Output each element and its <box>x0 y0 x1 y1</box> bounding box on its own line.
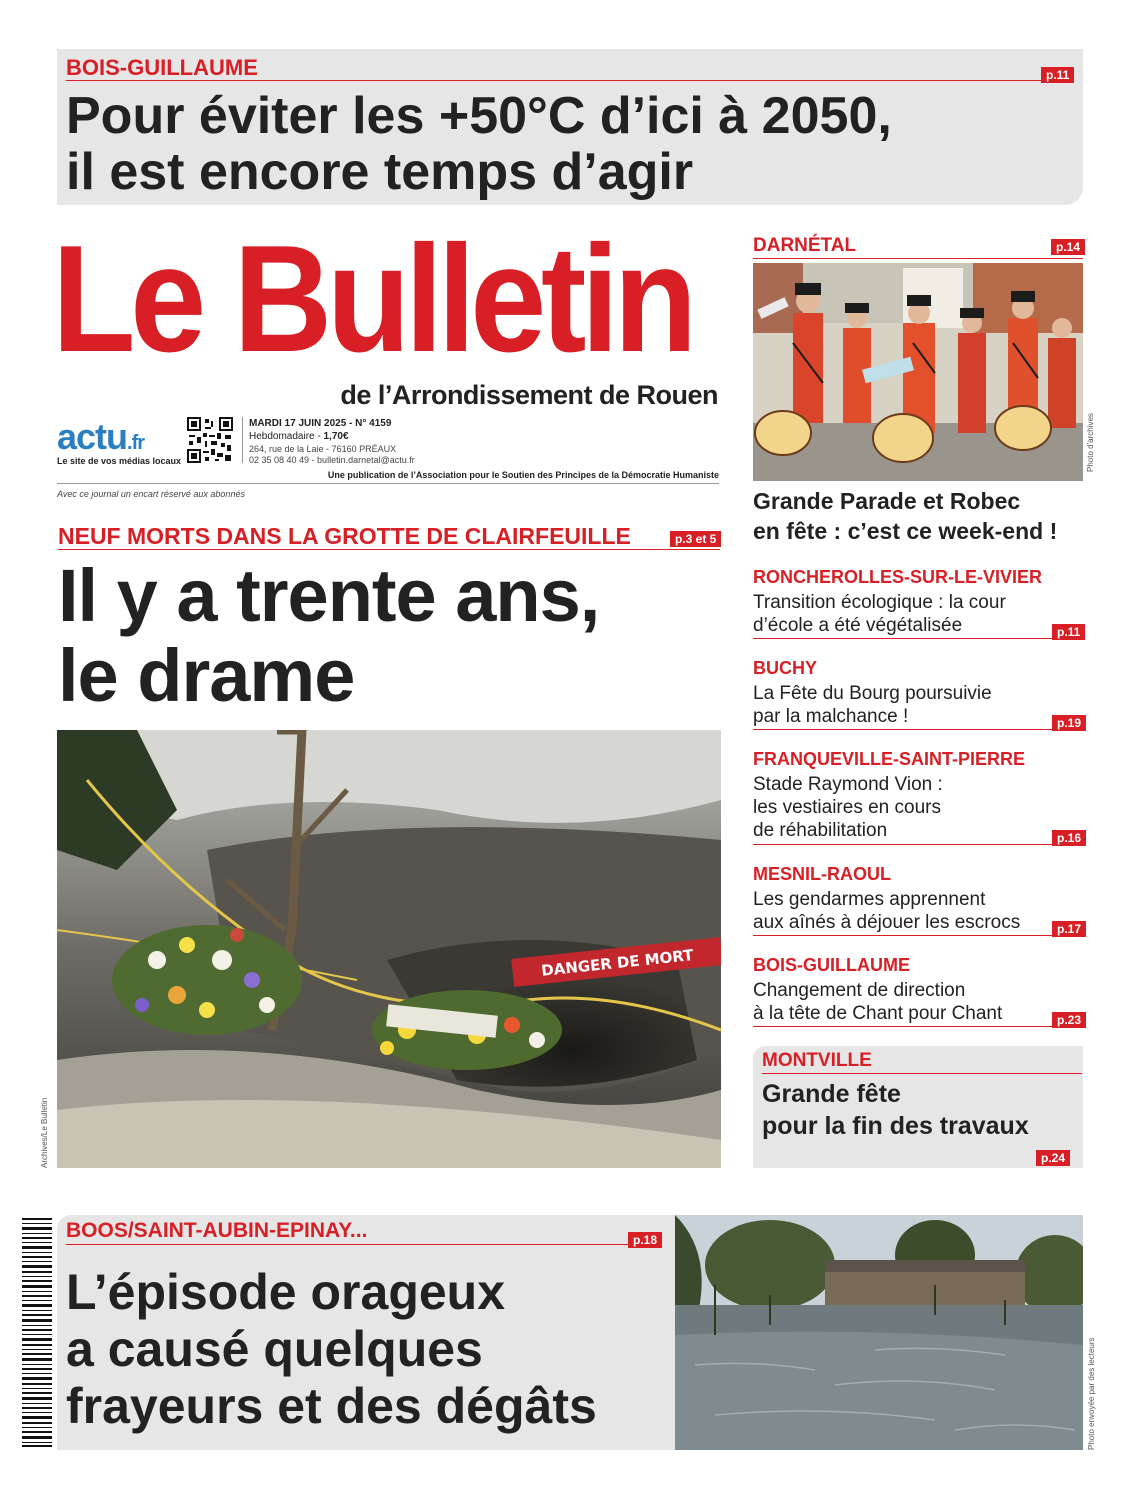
barcode-icon <box>22 1216 52 1448</box>
montville-headline-line: pour la fin des travaux <box>762 1112 1029 1140</box>
publisher-rule <box>57 483 719 484</box>
insert-note: Avec ce journal un encart réservé aux abonnés <box>57 489 245 499</box>
brief-line: de réhabilitation <box>753 820 888 841</box>
brief-line: aux aînés à déjouer les escrocs <box>753 912 1021 933</box>
brief-rule <box>753 935 1083 936</box>
montville-rule <box>762 1073 1082 1074</box>
darnetal-page-badge: p.14 <box>1051 239 1085 255</box>
top-story-headline-line: il est encore temps d’agir <box>66 143 694 201</box>
lead-story-page-badge: p.3 et 5 <box>670 531 721 547</box>
brief-line: Les gendarmes apprennent <box>753 889 986 910</box>
bottom-story-headline-line: frayeurs et des dégâts <box>66 1378 597 1434</box>
lead-story-headline[interactable] <box>58 556 718 716</box>
brief-line: d’école a été végétalisée <box>753 615 963 636</box>
brief-kicker: BUCHY <box>753 658 818 678</box>
lead-story-headline-line: Il y a trente ans, <box>58 554 600 637</box>
parade-photo[interactable] <box>753 263 1083 481</box>
qr-code-icon[interactable] <box>187 417 233 463</box>
brief-page-badge: p.17 <box>1052 921 1086 937</box>
top-story-rule <box>66 80 1041 81</box>
frequency-price <box>249 431 349 442</box>
darnetal-headline-line: en fête : c’est ce week-end ! <box>753 518 1058 544</box>
bottom-story-rule <box>66 1244 662 1245</box>
top-story-headline-line: Pour éviter les +50°C d’ici à 2050, <box>66 87 892 145</box>
danger-sign-text: DANGER DE MORT <box>540 946 695 980</box>
brief-headline[interactable] <box>753 888 1053 934</box>
brief-line: La Fête du Bourg poursuivie <box>753 683 992 704</box>
issue-date-number: MARDI 17 JUIN 2025 - N° 4159 <box>249 418 392 429</box>
top-story-page-badge: p.11 <box>1041 67 1074 83</box>
brief-headline[interactable] <box>753 773 1053 842</box>
bottom-photo-credit: Photo envoyée par des lecteurs <box>1087 1337 1096 1450</box>
brief-rule <box>753 638 1083 639</box>
masthead-separator <box>242 417 243 463</box>
brief-page-badge: p.19 <box>1052 715 1086 731</box>
darnetal-headline-line: Grande Parade et Robec <box>753 488 1021 514</box>
brief-line: par la malchance ! <box>753 706 909 727</box>
lead-story-headline-line: le drame <box>58 634 355 717</box>
darnetal-headline[interactable] <box>753 486 1088 546</box>
brief-headline[interactable] <box>753 979 1053 1025</box>
montville-kicker: MONTVILLE <box>762 1050 872 1071</box>
brief-kicker: MESNIL-RAOUL <box>753 864 891 884</box>
brief-rule <box>753 1026 1083 1027</box>
montville-page-badge: p.24 <box>1036 1150 1070 1166</box>
brief-headline[interactable] <box>753 591 1053 637</box>
price: 1,70€ <box>323 431 349 442</box>
darnetal-rule <box>753 258 1083 259</box>
montville-headline[interactable] <box>762 1078 1077 1142</box>
cave-memorial-photo[interactable] <box>57 730 721 1168</box>
brief-line: Transition écologique : la cour <box>753 592 1006 613</box>
brief-line: les vestiaires en cours <box>753 797 941 818</box>
brief-line: à la tête de Chant pour Chant <box>753 1003 1003 1024</box>
brief-page-badge: p.11 <box>1052 624 1085 640</box>
flood-photo[interactable] <box>675 1215 1083 1450</box>
actu-tagline: Le site de vos médias locaux <box>57 456 182 466</box>
top-story-kicker: BOIS-GUILLAUME <box>66 55 258 80</box>
actu-logo-text: actu <box>57 416 128 457</box>
bottom-story-headline-line: L’épisode orageux <box>66 1264 506 1320</box>
actu-logo-tld: .fr <box>127 432 145 454</box>
frequency: Hebdomadaire - <box>249 431 324 442</box>
lead-story-kicker: NEUF MORTS DANS LA GROTTE DE CLAIRFEUILLE <box>58 523 631 549</box>
bottom-story-page-badge: p.18 <box>628 1232 662 1248</box>
address: 264, rue de la Laie - 76160 PRÉAUX <box>249 444 397 454</box>
contact[interactable]: 02 35 08 40 49 - bulletin.darnetal@actu.fr <box>249 455 415 465</box>
darnetal-photo-credit: Photo d'archives <box>1086 413 1095 472</box>
bottom-story-kicker: BOOS/SAINT-AUBIN-EPINAY... <box>66 1219 368 1242</box>
darnetal-kicker: DARNÉTAL <box>753 235 857 256</box>
brief-headline[interactable] <box>753 682 1053 728</box>
montville-headline-line: Grande fête <box>762 1080 901 1108</box>
brief-kicker: FRANQUEVILLE-SAINT-PIERRE <box>753 749 1026 769</box>
lead-story-rule <box>58 549 720 550</box>
brief-rule <box>753 729 1083 730</box>
masthead-title: Le Bulletin <box>52 214 692 384</box>
brief-line: Changement de direction <box>753 980 966 1001</box>
brief-page-badge: p.23 <box>1052 1012 1086 1028</box>
top-story-headline[interactable] <box>66 88 1026 200</box>
brief-kicker: RONCHEROLLES-SUR-LE-VIVIER <box>753 567 1043 587</box>
bottom-story-headline-line: a causé quelques <box>66 1321 483 1377</box>
brief-kicker: BOIS-GUILLAUME <box>753 955 910 975</box>
publisher-line: Une publication de l’Association pour le Soutien des Principes de la Démocratie Humaniste <box>327 470 719 480</box>
lead-photo-credit: Archives/Le Bulletin <box>40 1097 49 1168</box>
masthead-subtitle: de l’Arrondissement de Rouen <box>340 380 718 410</box>
brief-page-badge: p.16 <box>1052 830 1086 846</box>
actu-logo[interactable] <box>57 416 144 458</box>
brief-rule <box>753 844 1083 845</box>
brief-line: Stade Raymond Vion : <box>753 774 943 795</box>
bottom-story-headline[interactable] <box>66 1264 671 1435</box>
